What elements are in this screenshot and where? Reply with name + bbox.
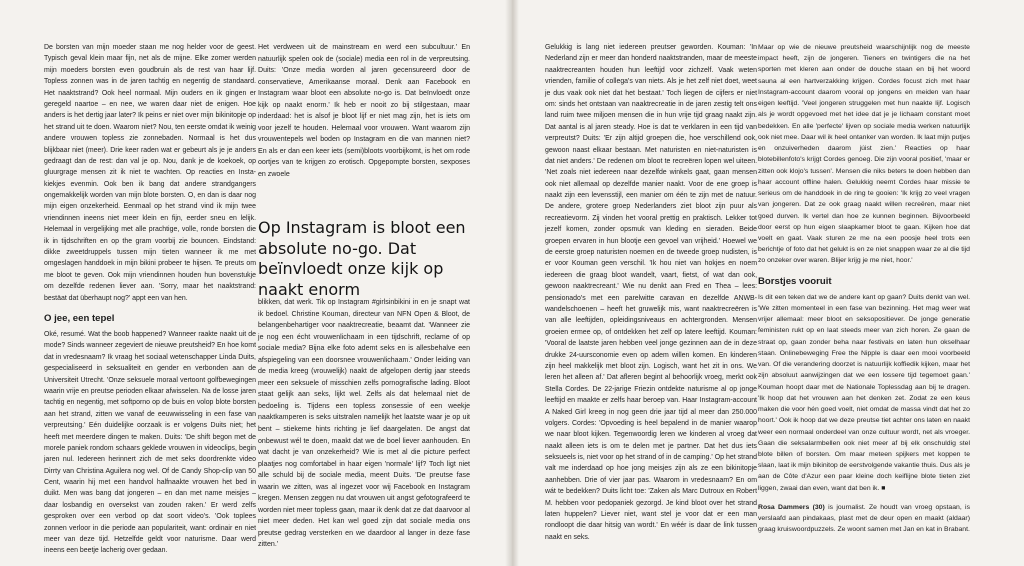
page-gutter [505,0,519,566]
subheading: O jee, een tepel [44,312,115,324]
body-paragraph: Maar op wie de nieuwe preutsheid waarschijnlijk nog de meeste impact heeft, zijn de jongeren. Tieners en twintigers die na het sporten met kleren aan onder de douche staan en bij het woord sauna al een hartverzakking krijgen. Cordes focust zich met haar Instagram-account daarom vooral op jongens en meiden van haar eigen leeftijd. 'Veel jongeren struggelen met hun naakte lijf. Logisch als je wordt opgevoed met het idee dat je je lichaam constant moet bedekken. En alle 'perfecte' lijven op sociale media werken natuurlijk ook niet mee. Daar wil ik heel ontanker van worden. Ik laat mijn putjes en onzuiverheden daarom júist zien.' Reacties op haar blotebillenfoto's krijgt Cordes genoeg. Die zijn vooral positief, 'maar er zitten ook klojo's tussen'. Mensen die niks beters te doen hebben dan haar account offline halen. Gelukkig neemt Cordes haar missie te serieus om de handdoek in de ring te gooien: 'Ik krijg zo veel vragen van jongeren. Dat ze ook graag naakt willen recreëren, maar niet goed durven. Ik vertel dan hoe ze kunnen beginnen. Bijvoorbeeld door eerst op hun eigen slaapkamer bloot te gaan. Kijken hoe dat voelt en gaat. Vaak sturen ze me na een poosje heel trots een berichtje of foto dat het gelukt is en ze niet snappen waar ze al die tijd zo onzeker over waren. Blijer krijg je me niet, hoor.' [758,44,970,265]
column-3 [545,42,757,543]
body-paragraph: Oké, resumé. Wat the boob happened? Wanneer raakte naakt uit de mode? Sinds wanneer zegeviert de nieuwe preutsheid? En hoe komt dat in vredesnaam? Ik vraag het sociaal wetenschapper Linda Duits, gespecialiseerd in seksualiteit en gender en verbonden aan de Universiteit Utrecht. 'Onze seksuele moraal vertoont golfbewegingen waarin vrije en preutse perioden elkaar afwisselen. Na de losse jaren tachtig en negentig, met softporno op de buis en volop blote borsten aan het strand, zitten we vanaf de eeuwwisseling in een fase van verpreutsing.' Eén duidelijke oorzaak is er volgens Duits niet; het heeft met meerdere dingen te maken. Duits: 'De shift begon met de morele paniek rondom schaars geklede vrouwen in videoclips, begin jaren nul. Iedereen herinnert zich de met seks doordrenkte video Dirrty van Christina Aguilera nog wel. Of de Candy Shop-clip van 50 Cent, waarin hij met een handvol halfnaakte vrouwen het bed in duikt. Men was bang dat jongeren – en dan met name meisjes – daar losbandig en oversekst van zouden raken.' Er werd zelfs gesproken over een verbod op dat soort video's. 'Ook toplees zonnen verloor in die periode aan populariteit, want: ordinair en niet meer van deze tijd. Hetzelfde geldt voor naturisme. Daar werd ineens een beetje lacherig over gedaan. [44,330,256,555]
body-paragraph: blikken, dat werk. Tik op Instagram #girlsinbikini in en je snapt wat ik bedoel. Christine Kouman, directeur van NFN Open & Bloot, de belangenbehartiger voor naaktrecreatie, beaamt dat. 'Wanneer zie je nog een écht vrouwenlichaam in een tijdschrift, reclame of op sociale media? Bijna elke foto ademt seks en is allesbehalve een afspiegeling van een doorsnee vrouwenlichaam.' Onder leiding van de media kreeg (vrouwelijk) naakt de afgelopen dertig jaar steeds meer een seksuele of misschien zelfs pornografische lading. Bloot staat gelijk aan seks, lijkt wel. Zelfs als dat helemaal niet de bedoeling is. Tijdens een topless zonsessie of een weekje naaktkamperen is seks uitstralen namelijk het laatste waar je op uit bent – stiekeme hints richting je lief daargelaten. De angst dat onbewust wél te doen, maakt dat we de boel liever aanhouden. En wat dacht je van onzekerheid? Wie is met al die picture perfect plaatjes nog comfortabel in haar eigen 'normale' lijf? Toch ligt niet alle schuld bij de sociale media, meent Duits. 'De preutse fase waarin we zitten, was al ingezet voor wij Facebook en Instagram kregen. Mensen zeggen nu dat vrouwen uit angst gefotografeerd te worden niet meer topless gaan, maar ik denk dat ze dat daarvoor al niet meer deden. Het kan wel goed zijn dat sociale media ons preutse gedrag versterken en we daardoor al langer in deze fase zitten.' [258,299,470,549]
body-paragraph: Is dit een teken dat we de andere kant op gaan? Duits denkt van wel. 'We zitten momenteel in een fase van bezinning. Het mag weer wat vrijer allemaal: meer bloot en seksopositiever. De jonge generatie feministen rukt op en laat steeds meer van zich horen. Ze gaan de straat op, gaan zonder beha naar festivals en laten hun okselhaar staan. Onlinebeweging Free the Nipple is daar een mooi voorbeeld van. Of die verandering doorzet is natuurlijk koffiedik kijken, maar het zijn absoluut aanwijzingen dat we een lossere tijd tegemoet gaan.' Kouman hoopt daar met de Nationale Toplessdag aan bij te dragen. 'Ik hoop dat het vrouwen aan het denken zet. Zodat ze een keus maken die voor hén goed voelt, niet omdat de massa vindt dat het zo hoort.' Ook ik hoop dat we deze preutse tiet achter ons laten en naakt weer een normaal onderdeel van onze cultuur wordt, net als vroeger. Gaan die seksalarmbellen ook niet meer af bij elk onschuldig stel blote billen of borsten. Om maar meteen spijkers met koppen te slaan, laat ik mijn bikinitop de eerstvolgende vakantie thuis. Dus als je aan de Côte d'Azur een paar kleine doch keiflijne blote tieten ziet liggen, zwaai dan even, want dat ben ik. ■ [758,293,970,492]
author-name: Rosa Dammers (30) [758,503,825,511]
pull-quote: Op Instagram is bloot een absolute no-go. Dat beïnvloedt onze kijk op naakt enorm [258,218,466,299]
column-4 [758,42,970,536]
author-bio-text: is journalist. Ze houdt van vroeg opstaan, is verslaafd aan pindakaas, plast met de deur open en maakt (aldaar) graag kruiswoordpuzzels. Ze woont samen met Jan en kat in Brabant. [758,503,970,534]
author-bio [758,502,970,536]
column-1 [44,42,256,557]
subheading: Borstjes vooruit [758,275,832,287]
body-paragraph: Het verdween uit de mainstream en werd een subcultuur.' En natuurlijk spelen ook de (sociale) media een rol in de verpreutsing. Duits: 'Onze media worden al jaren gecensureerd door de conservatieve, Amerikaanse moraal. Denk aan Facebook en Instagram waar bloot een absolute no-go is. Dat beïnvloedt onze kijk op naakt enorm.' Ik heb er nooit zo bij stilgestaan, maar inderdaad: het is alsof je bloot lijf er niet mag zijn, het is iets om voor jezelf te houden. Helemaal voor vrouwen. Want waarom zijn vrouwentepels wel boden op Instagram en die van mannen niet? En als er dan een keer iets (semi)bloots voorbijkomt, is het om rode oortjes van te krijgen zo erotisch. Opgepompte borsten, sexposes en zwoele [258,44,470,179]
body-paragraph: De borsten van mijn moeder staan me nog helder voor de geest. Typisch geval klein maar fijn, net als de mijne. Elke zomer werden mijn moeders borsten even goudbruin als de rest van haar lijf. Topless zonnen was in de jaren tachtig en negentig de standaard. Het naaktstrand? Ook heel normaal. Mijn ouders en ik gingen er geregeld naartoe – en nee, we waren daar niet de enigen. Hoe anders is het dertig jaar later? Ik peins er niet over mijn bikinitopje op het strand uit te doen. Waarom niet? Nou, ten eerste omdat ik weinig andere vrouwen topless zie zonnebaden. Normaal is het dus blijkbaar niet (meer). Drie keer raden wat er gebeurt als je je anders gedraagt dan de rest: dan val je op. Nou, dank je de koekoek, op gluurgrage mensen zit ik niet te wachten. Op reacties en Insta-kiekjes evenmin. Ook ben ik bang dat andere strandgangers ongemakkelijk worden van mijn blote borsten. O, en dan is daar nog mijn eigen onzekerheid. Eenmaal op het strand vind ik mijn twee vriendinnen ineens niet meer klein en fijn, eerder sneu en lelijk. Helemaal in vergelijking met alle prachtige, volle, ronde borsten die ik in tijdschriften en op the gram voorbij zie bouncen. Eindstand: dikke zweetdruppels tussen mijn tieten wanneer ik me met omgeslagen handdoek in mijn bikini probeer te hijsen. Te preuts om me bloot te geven. Ook mijn vriendinnen houden hun bovenstukje om dezelfde redenen liever aan. 'Sorry, maar het naaktstrand: bestäat dat überhaupt nog?' appt een van hen. [44,44,256,302]
column-2-top [258,42,470,181]
column-2-bottom [258,297,470,551]
body-paragraph: Gelukkig is lang niet iedereen preutser geworden. Kouman: 'In Nederland zijn er meer dan honderd naaktstranden, maar de meeste naaktrecreanten houden hun leeftijd voor zichzelf. Vaak weten vrienden, familie of collega's van niets. Als je het zelf niet doet, weet je dus vaak ook niet dat het bestaat.' Toch liegen de cijfers er niet om: sinds het ontstaan van naaktrecreatie in de jaren zestig telt ons land ruim twee miljoen mensen die in hun vrije tijd graag naakt zijn. Dat aantal is al jaren steady. Hoe is dat te verklaren in een tijd van verpreutst? Duits: 'Er zijn altijd groepen die, hoe verschillend ook, gewoon naast elkaar bestaan. Met naturisten en niet-naturisten is dat niet anders.' De redenen om bloot te recreëren lopen wel uiteen. 'Net zoals niet iedereen naar dezelfde winkels gaat, gaan mensen ook niet allemaal op dezelfde manier naakt. Voor de ene groep is naakt zijn een levensstijl, een manier om één te zijn met de natuur. De andere, grotere groep Nederlanders ziet bloot zijn puur als recreatievorm. Zij vinden het vooral prettig en praktisch. Lekker tot jezelf komen, zonder opsmuk van kleding en sieraden. Beide groepen ervaren in hun blootje een gevoel van vrijheid.' Hoewel we de eerste groep naturisten noemen en de tweede groep nudisten, is er voor Kouman geen verschil. 'Ik hou niet van hokjes en noem iedereen die graag bloot wandelt, vaart, fietst, of wat dan ook, gewoon naaktrecreant.' Wie nu denkt aan Fred en Thea – lees: pensionado's met een parelwitte caravan en dezelfde ANWB-wandelschoenen – heeft het gruwelijk mis, want naaktrecreëren is van alle leeftijden, opleidingsniveaus en achtergronden. Mensen groeien ermee op, of ontdekken het zelf op latere leeftijd. Kouman: 'Vooral de laatste jaren hebben veel jonge gezinnen aan de in deze drukke 24-uursconomie even op adem willen komen. En kinderen zijn heel makkelijk met bloot zijn. Logisch, want het zit in ons. We leren het alleen af.' Dat afleren begint al behoorlijk vroeg, merkt ook Stella Cordes. De 22-jarige Friezin ontdekte naturisme al op jonge leeftijd en maakte er zelfs haar beroep van. Haar Instagram-account A Naked Girl kreeg in nog geen drie jaar tijd al meer dan 250.000 volgers. Cordes: 'Opvoeding is heel bepalend in de manier waarop we naar bloot kijken. Tegenwoordig leren we kinderen al vroeg dat naakt alleen iets is om te delen met je partner. Dat het dus iets seksueels is, niet voor op het strand of in de camping.' Op het strand valt me inderdaad op hoe jong meisjes zijn als ze een bikinitopje aanhebben. Drie of vier jaar pas. Waarom in vredesnaam? En om wát te bedekken? Duits licht toe: 'Zaken als Marc Dutroux en Robert M. hebben voor pedopaniek gezorgd. Je kind bloot over het strand laten huppelen? Liever niet, want stel je voor dat er een man rondloopt die daar hitsig van wordt.' En wéér is daar de link tussen naakt en seks. [545,44,757,541]
